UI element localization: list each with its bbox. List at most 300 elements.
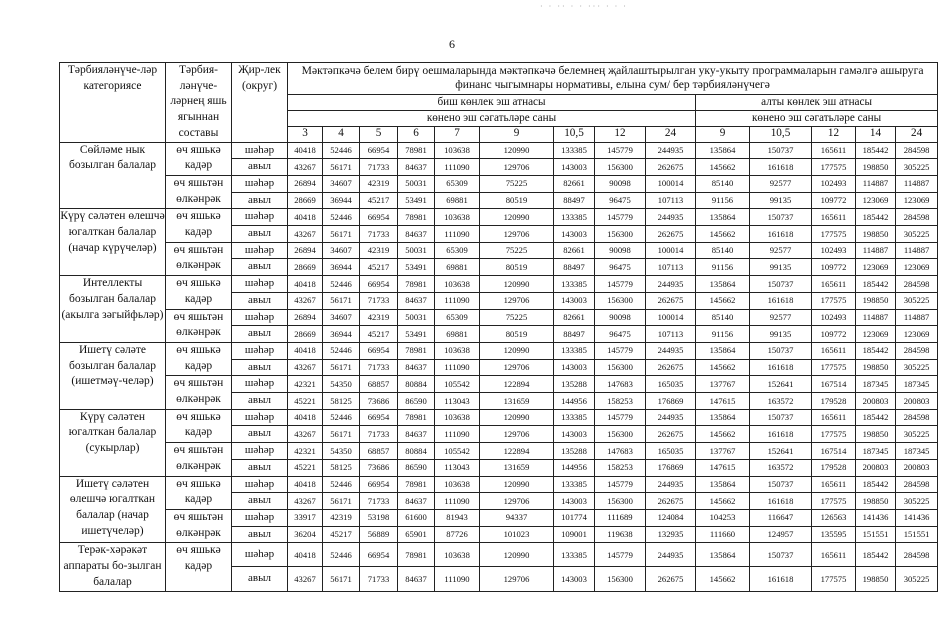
value-cell: 150737 [750,476,812,493]
value-cell: 36204 [288,526,323,543]
value-cell: 198850 [856,159,896,176]
value-cell: 305225 [896,292,938,309]
value-cell: 52446 [323,476,360,493]
value-cell: 71733 [360,159,398,176]
value-cell: 156300 [595,493,646,510]
value-cell: 185442 [856,409,896,426]
area-cell: шәһәр [232,276,288,293]
value-cell: 56171 [323,159,360,176]
value-cell: 43267 [288,426,323,443]
value-cell: 133385 [554,342,595,359]
value-cell: 103638 [435,276,480,293]
value-cell: 71733 [360,226,398,243]
value-cell: 50031 [398,242,435,259]
value-cell: 100014 [646,309,696,326]
value-cell: 244935 [646,209,696,226]
value-cell: 53198 [360,509,398,526]
value-cell: 177575 [812,159,856,176]
area-cell: шәһәр [232,209,288,226]
value-cell: 111689 [595,509,646,526]
value-cell: 150737 [750,409,812,426]
category-cell: Күрү сәләтен югалткан балалар (сукырлар) [60,409,166,476]
value-cell: 111090 [435,159,480,176]
value-cell: 75225 [480,242,554,259]
value-cell: 28669 [288,192,323,209]
value-cell: 114887 [896,309,938,326]
value-cell: 26894 [288,242,323,259]
value-cell: 36944 [323,192,360,209]
value-cell: 147615 [696,459,750,476]
value-cell: 80519 [480,326,554,343]
value-cell: 135864 [696,409,750,426]
value-cell: 145779 [595,409,646,426]
value-cell: 144956 [554,459,595,476]
value-cell: 66954 [360,276,398,293]
value-cell: 85140 [696,309,750,326]
area-cell: шәһәр [232,443,288,460]
value-cell: 71733 [360,359,398,376]
value-cell: 103638 [435,409,480,426]
table-row [60,175,938,192]
value-cell: 85140 [696,242,750,259]
value-cell: 156300 [595,567,646,591]
hours-col-header: 6 [398,126,435,142]
value-cell: 53491 [398,192,435,209]
value-cell: 94337 [480,509,554,526]
table-row [60,142,938,159]
value-cell: 111090 [435,292,480,309]
value-cell: 244935 [646,342,696,359]
value-cell: 141436 [856,509,896,526]
value-cell: 198850 [856,226,896,243]
age-group-cell: өч яшьтән өлкәнрәк [166,309,232,342]
value-cell: 116647 [750,509,812,526]
value-cell: 100014 [646,175,696,192]
value-cell: 244935 [646,543,696,567]
value-cell: 56171 [323,426,360,443]
value-cell: 165611 [812,476,856,493]
value-cell: 158253 [595,393,646,410]
value-cell: 91156 [696,326,750,343]
hours-col-header: 9 [696,126,750,142]
value-cell: 86590 [398,393,435,410]
table-row [60,242,938,259]
area-cell: авыл [232,192,288,209]
value-cell: 71733 [360,567,398,591]
area-cell: шәһәр [232,409,288,426]
hours-col-header: 4 [323,126,360,142]
value-cell: 198850 [856,359,896,376]
value-cell: 200803 [896,393,938,410]
age-group-cell: өч яшьтән өлкәнрәк [166,443,232,476]
area-cell: авыл [232,393,288,410]
value-cell: 123069 [856,326,896,343]
table-row [60,209,938,226]
hours-col-header: 12 [812,126,856,142]
value-cell: 133385 [554,476,595,493]
value-cell: 45221 [288,393,323,410]
value-cell: 90098 [595,309,646,326]
value-cell: 122894 [480,443,554,460]
value-cell: 78981 [398,276,435,293]
value-cell: 145662 [696,493,750,510]
value-cell: 143003 [554,226,595,243]
value-cell: 137767 [696,443,750,460]
value-cell: 305225 [896,426,938,443]
value-cell: 150737 [750,276,812,293]
value-cell: 187345 [856,376,896,393]
value-cell: 161618 [750,567,812,591]
value-cell: 135864 [696,142,750,159]
area-cell: авыл [232,292,288,309]
value-cell: 284598 [896,209,938,226]
value-cell: 122894 [480,376,554,393]
value-cell: 56171 [323,226,360,243]
value-cell: 161618 [750,493,812,510]
value-cell: 78981 [398,209,435,226]
value-cell: 187345 [896,376,938,393]
value-cell: 145779 [595,342,646,359]
value-cell: 165611 [812,276,856,293]
value-cell: 120990 [480,543,554,567]
value-cell: 69881 [435,192,480,209]
value-cell: 165035 [646,376,696,393]
value-cell: 163572 [750,393,812,410]
value-cell: 71733 [360,292,398,309]
value-cell: 109772 [812,259,856,276]
value-cell: 99135 [750,192,812,209]
value-cell: 66954 [360,409,398,426]
value-cell: 91156 [696,259,750,276]
value-cell: 284598 [896,276,938,293]
value-cell: 75225 [480,175,554,192]
value-cell: 150737 [750,543,812,567]
value-cell: 284598 [896,342,938,359]
value-cell: 262675 [646,493,696,510]
value-cell: 42321 [288,376,323,393]
value-cell: 65309 [435,242,480,259]
value-cell: 40418 [288,342,323,359]
value-cell: 105542 [435,443,480,460]
value-cell: 113043 [435,459,480,476]
value-cell: 66954 [360,142,398,159]
value-cell: 262675 [646,567,696,591]
value-cell: 145662 [696,159,750,176]
value-cell: 305225 [896,359,938,376]
value-cell: 99135 [750,326,812,343]
header-hours-six: көнено эш сәгатьләре саны [696,110,938,126]
value-cell: 179528 [812,393,856,410]
value-cell: 145662 [696,359,750,376]
value-cell: 262675 [646,226,696,243]
value-cell: 52446 [323,276,360,293]
value-cell: 135864 [696,342,750,359]
value-cell: 133385 [554,276,595,293]
value-cell: 284598 [896,142,938,159]
age-group-cell: өч яшьтән өлкәнрәк [166,175,232,208]
value-cell: 305225 [896,159,938,176]
value-cell: 88497 [554,259,595,276]
age-group-cell: өч яшькә кадәр [166,409,232,442]
value-cell: 200803 [856,459,896,476]
value-cell: 156300 [595,426,646,443]
value-cell: 177575 [812,426,856,443]
value-cell: 200803 [856,393,896,410]
value-cell: 187345 [856,443,896,460]
value-cell: 165611 [812,142,856,159]
value-cell: 28669 [288,326,323,343]
value-cell: 80884 [398,443,435,460]
value-cell: 81943 [435,509,480,526]
value-cell: 40418 [288,409,323,426]
age-group-cell: өч яшькә кадәр [166,209,232,242]
table-row [60,443,938,460]
value-cell: 165611 [812,342,856,359]
value-cell: 165611 [812,409,856,426]
value-cell: 45217 [360,259,398,276]
value-cell: 82661 [554,242,595,259]
value-cell: 78981 [398,342,435,359]
value-cell: 114887 [856,175,896,192]
value-cell: 66954 [360,342,398,359]
value-cell: 135595 [812,526,856,543]
value-cell: 161618 [750,159,812,176]
value-cell: 161618 [750,292,812,309]
value-cell: 65309 [435,175,480,192]
value-cell: 33917 [288,509,323,526]
value-cell: 158253 [595,459,646,476]
value-cell: 45217 [323,526,360,543]
value-cell: 78981 [398,543,435,567]
area-cell: шәһәр [232,376,288,393]
value-cell: 56171 [323,493,360,510]
value-cell: 284598 [896,543,938,567]
table-row [60,342,938,359]
value-cell: 34607 [323,175,360,192]
value-cell: 109001 [554,526,595,543]
value-cell: 198850 [856,567,896,591]
value-cell: 145779 [595,476,646,493]
value-cell: 78981 [398,409,435,426]
value-cell: 78981 [398,476,435,493]
value-cell: 129706 [480,226,554,243]
value-cell: 45217 [360,326,398,343]
header-main-title: Мәктәпкәчә белем бирү оешмаларында мәктәпкәчә белемнең җайлаштырылган уку-укыту программаларын гамәлгә ашыруга финанс чыгымнары нормативы, елына сум/ бер тәрбияләнүчегә [288,63,938,95]
value-cell: 163572 [750,459,812,476]
value-cell: 52446 [323,543,360,567]
value-cell: 71733 [360,426,398,443]
norms-table [59,62,938,592]
value-cell: 167514 [812,443,856,460]
value-cell: 65309 [435,309,480,326]
value-cell: 103638 [435,476,480,493]
value-cell: 135864 [696,476,750,493]
value-cell: 53491 [398,259,435,276]
value-cell: 119638 [595,526,646,543]
age-group-cell: өч яшькә кадәр [166,142,232,175]
value-cell: 177575 [812,292,856,309]
value-cell: 114887 [856,242,896,259]
value-cell: 305225 [896,493,938,510]
value-cell: 50031 [398,309,435,326]
value-cell: 73686 [360,393,398,410]
value-cell: 65901 [398,526,435,543]
value-cell: 141436 [896,509,938,526]
value-cell: 262675 [646,426,696,443]
area-cell: шәһәр [232,476,288,493]
value-cell: 96475 [595,192,646,209]
value-cell: 135288 [554,376,595,393]
value-cell: 165611 [812,209,856,226]
page-number: 6 [449,37,455,51]
value-cell: 143003 [554,359,595,376]
table-row [60,476,938,493]
value-cell: 185442 [856,276,896,293]
table-row [60,376,938,393]
value-cell: 86590 [398,459,435,476]
value-cell: 100014 [646,242,696,259]
value-cell: 107113 [646,326,696,343]
value-cell: 103638 [435,209,480,226]
value-cell: 123069 [896,192,938,209]
value-cell: 135864 [696,276,750,293]
value-cell: 145779 [595,543,646,567]
value-cell: 90098 [595,242,646,259]
value-cell: 151551 [896,526,938,543]
value-cell: 34607 [323,309,360,326]
header-hours-five: көнено эш сәгатьләре саны [288,110,696,126]
value-cell: 167514 [812,376,856,393]
value-cell: 200803 [896,459,938,476]
value-cell: 132935 [646,526,696,543]
value-cell: 80519 [480,192,554,209]
area-cell: авыл [232,426,288,443]
value-cell: 143003 [554,567,595,591]
value-cell: 56171 [323,359,360,376]
table-row [60,309,938,326]
value-cell: 40418 [288,476,323,493]
value-cell: 185442 [856,476,896,493]
value-cell: 84637 [398,159,435,176]
value-cell: 305225 [896,226,938,243]
value-cell: 52446 [323,409,360,426]
value-cell: 150737 [750,342,812,359]
value-cell: 284598 [896,409,938,426]
value-cell: 101774 [554,509,595,526]
header-area: Җир-лек (округ) [232,63,288,143]
header-group-size: Тәрбия-ләнүче-ләрнең яшь ягыннан составы [166,63,232,143]
value-cell: 185442 [856,209,896,226]
value-cell: 82661 [554,309,595,326]
value-cell: 129706 [480,567,554,591]
value-cell: 109772 [812,326,856,343]
value-cell: 43267 [288,493,323,510]
hours-col-header: 14 [856,126,896,142]
value-cell: 156300 [595,359,646,376]
area-cell: шәһәр [232,175,288,192]
value-cell: 96475 [595,326,646,343]
value-cell: 42321 [288,443,323,460]
category-cell: Интеллекты бозылган балалар (акылга зәгыйфьләр) [60,276,166,343]
value-cell: 103638 [435,342,480,359]
value-cell: 92577 [750,309,812,326]
area-cell: шәһәр [232,509,288,526]
age-group-cell: өч яшькә кадәр [166,276,232,309]
value-cell: 26894 [288,309,323,326]
area-cell: авыл [232,159,288,176]
value-cell: 54350 [323,443,360,460]
area-cell: авыл [232,459,288,476]
value-cell: 133385 [554,409,595,426]
table-header [60,63,938,143]
value-cell: 244935 [646,476,696,493]
value-cell: 36944 [323,326,360,343]
value-cell: 147683 [595,443,646,460]
value-cell: 262675 [646,359,696,376]
value-cell: 177575 [812,493,856,510]
value-cell: 114887 [856,309,896,326]
category-cell: Сөйләме нык бозылган балалар [60,142,166,209]
area-cell: авыл [232,359,288,376]
hours-col-header: 3 [288,126,323,142]
value-cell: 111090 [435,226,480,243]
value-cell: 84637 [398,226,435,243]
age-group-cell: өч яшьтән өлкәнрәк [166,242,232,275]
value-cell: 244935 [646,142,696,159]
value-cell: 177575 [812,567,856,591]
value-cell: 185442 [856,342,896,359]
value-cell: 80519 [480,259,554,276]
value-cell: 69881 [435,326,480,343]
value-cell: 66954 [360,209,398,226]
value-cell: 145662 [696,426,750,443]
value-cell: 156300 [595,159,646,176]
value-cell: 102493 [812,175,856,192]
value-cell: 87726 [435,526,480,543]
value-cell: 120990 [480,476,554,493]
value-cell: 99135 [750,259,812,276]
value-cell: 43267 [288,292,323,309]
value-cell: 84637 [398,426,435,443]
header-five-days: биш көнлек эш атнасы [288,94,696,110]
value-cell: 68857 [360,376,398,393]
value-cell: 161618 [750,426,812,443]
age-group-cell: өч яшькә кадәр [166,476,232,509]
area-cell: шәһәр [232,142,288,159]
value-cell: 187345 [896,443,938,460]
value-cell: 262675 [646,159,696,176]
value-cell: 58125 [323,393,360,410]
value-cell: 165035 [646,443,696,460]
value-cell: 43267 [288,226,323,243]
value-cell: 185442 [856,142,896,159]
value-cell: 244935 [646,276,696,293]
value-cell: 52446 [323,142,360,159]
value-cell: 262675 [646,292,696,309]
value-cell: 58125 [323,459,360,476]
value-cell: 185442 [856,543,896,567]
value-cell: 40418 [288,276,323,293]
header-category: Тәрбияләнүче-ләр категориясе [60,63,166,143]
value-cell: 102493 [812,309,856,326]
value-cell: 120990 [480,276,554,293]
value-cell: 34607 [323,242,360,259]
value-cell: 75225 [480,309,554,326]
value-cell: 145662 [696,292,750,309]
value-cell: 85140 [696,175,750,192]
value-cell: 101023 [480,526,554,543]
value-cell: 52446 [323,342,360,359]
